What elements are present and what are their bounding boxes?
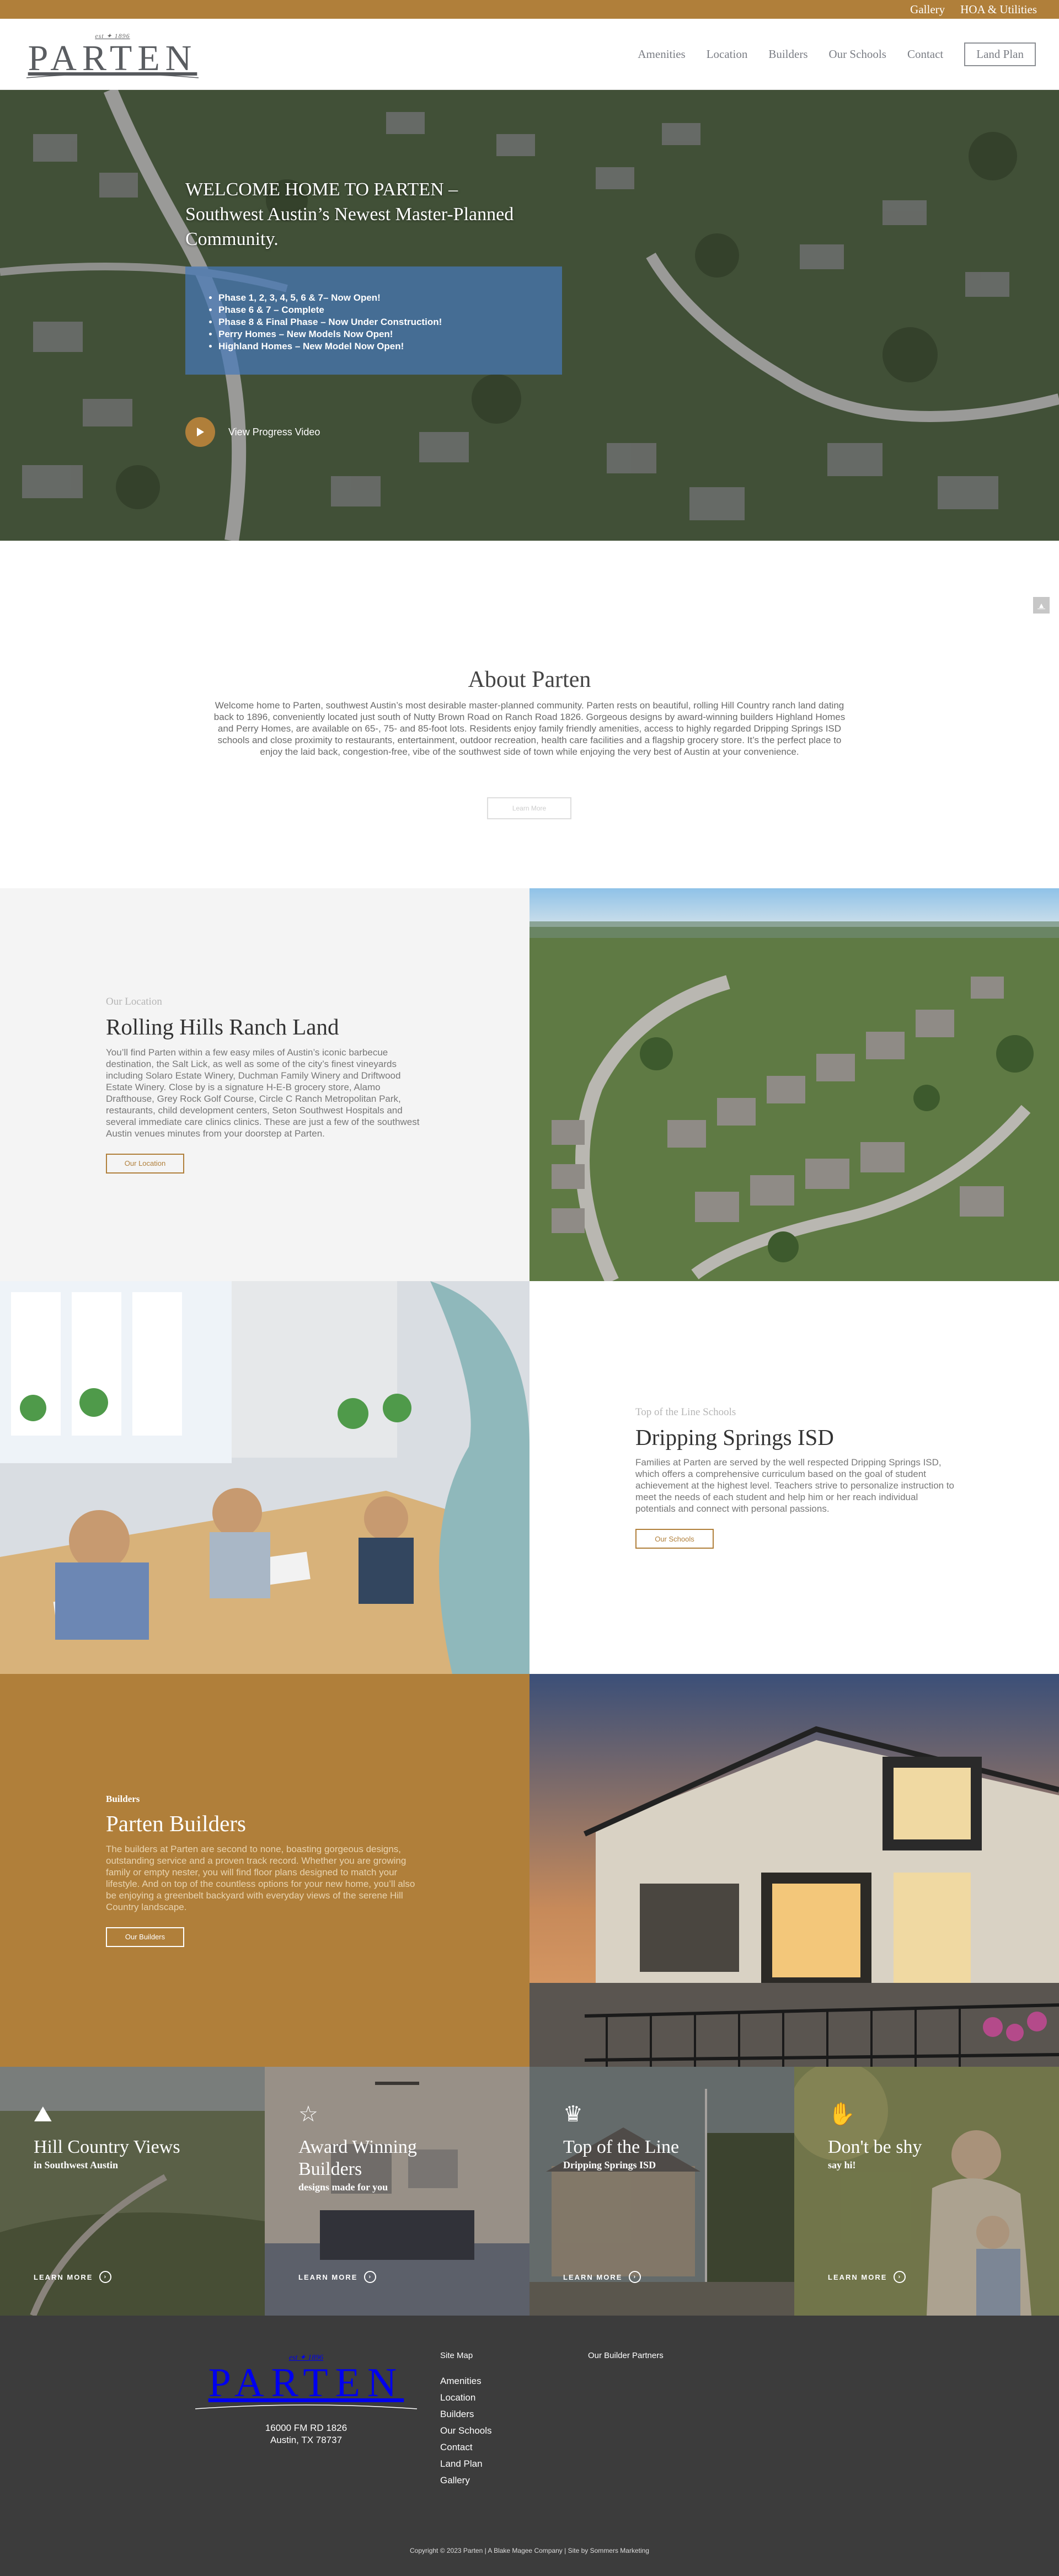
arrow-right-icon: ›	[629, 2271, 641, 2283]
waving-hand-icon: ✋	[828, 2102, 855, 2126]
phase-status-box	[185, 266, 562, 375]
nav-builders[interactable]: Builders	[768, 47, 808, 61]
site-header	[0, 19, 1059, 90]
schools-body: Families at Parten are served by the well respected Dripping Springs ISD, which offers a comprehensive curriculum based on the goal of student achievement at the highest level. Teachers strive to personalize instruction to meet the needs of each student and help him or her reach individual potentials and connect with personal passions.	[635, 1457, 954, 1514]
arrow-right-icon: ›	[99, 2271, 111, 2283]
tile-subtitle: Dripping Springs ISD	[563, 2159, 656, 2170]
nav-amenities[interactable]: Amenities	[638, 47, 686, 61]
gallery-link[interactable]: Gallery	[910, 2, 945, 16]
schools-section	[0, 1281, 1059, 1674]
logo-wordmark: PARTEN	[28, 38, 197, 78]
list-item: • Phase 1, 2, 3, 4, 5, 6 & 7– Now Open!	[218, 292, 538, 304]
view-progress-video-link[interactable]	[185, 417, 320, 447]
nav-location[interactable]: Location	[706, 47, 748, 61]
list-item: • Highland Homes – New Model Now Open!	[218, 340, 538, 353]
tile-title: Hill Country Views	[34, 2137, 180, 2157]
footer-link-contact[interactable]: Contact	[440, 2442, 473, 2452]
location-body: You’ll find Parten within a few easy miles of Austin’s iconic barbecue destination, the Salt Lick, as well as some of the city’s finest vineyards including Solaro Estate Winery, Duchman Family Winery and Driftwood Estate Winery. Close by is a signature H-E-B grocery store, Alamo Drafthouse, Grey Rock Golf Course, Circle C Ranch Metropolitan Park, restaurants, child development centers, Seton Southwest Hospitals and several immediate care clinics clinics. These are just a few of the southwest Austin venues minutes from your doorstep at Parten.	[106, 1047, 420, 1139]
tile-subtitle: designs made for you	[298, 2182, 388, 2193]
location-title: Rolling Hills Ranch Land	[106, 1014, 339, 1040]
location-text	[0, 888, 530, 1281]
our-location-button[interactable]: Our Location	[106, 1154, 184, 1174]
footer-address: 16000 FM RD 1826 Austin, TX 78737	[265, 2423, 347, 2445]
arrow-right-icon: ›	[364, 2271, 376, 2283]
tile-hill-country[interactable]	[0, 2067, 265, 2316]
hero-title: WELCOME HOME TO PARTEN – Southwest Austin’s Newest Master-Planned Community.	[185, 179, 514, 249]
location-section	[0, 888, 1059, 1281]
schools-text	[530, 1281, 1059, 1674]
learn-more-link[interactable]: LEARN MORE ›	[563, 2271, 641, 2283]
footer-link-location[interactable]: Location	[440, 2392, 476, 2403]
learn-more-link[interactable]: LEARN MORE ›	[298, 2271, 376, 2283]
tile-title: Don't be shy	[828, 2137, 922, 2157]
logo-swoosh-icon	[193, 2403, 419, 2411]
location-kicker: Our Location	[106, 996, 162, 1008]
model-home-image	[530, 1674, 1059, 2067]
chevron-up-icon[interactable]: ▲	[1033, 597, 1050, 614]
builders-title: Parten Builders	[106, 1811, 246, 1837]
list-item: • Phase 6 & 7 – Complete	[218, 304, 538, 316]
schools-title: Dripping Springs ISD	[635, 1424, 834, 1450]
our-schools-button[interactable]: Our Schools	[635, 1529, 714, 1549]
arrow-right-icon: ›	[894, 2271, 906, 2283]
about-title: About Parten	[468, 667, 591, 692]
builders-section	[0, 1674, 1059, 2067]
our-builders-button[interactable]: Our Builders	[106, 1927, 184, 1947]
hoa-utilities-link[interactable]: HOA & Utilities	[960, 2, 1037, 16]
footer-link-land-plan[interactable]: Land Plan	[440, 2458, 483, 2469]
main-nav	[638, 42, 1036, 66]
location-aerial-image	[530, 888, 1059, 1281]
hill-country-icon: ⛰	[34, 2102, 52, 2126]
about-section	[0, 541, 1059, 888]
learn-more-link[interactable]: LEARN MORE ›	[34, 2271, 111, 2283]
classroom-image	[0, 1281, 530, 1674]
tile-award-builders[interactable]	[265, 2067, 530, 2316]
tile-say-hi[interactable]	[794, 2067, 1059, 2316]
builders-text	[0, 1674, 530, 2067]
footer-link-our-schools[interactable]: Our Schools	[440, 2425, 492, 2436]
video-label: View Progress Video	[228, 426, 320, 438]
site-map-title: Site Map	[440, 2351, 473, 2360]
footer-logo[interactable]: est ✦ 1896 PARTEN	[193, 2353, 419, 2414]
highlights-section	[0, 2067, 1059, 2316]
footer-link-builders[interactable]: Builders	[440, 2409, 474, 2419]
logo-swoosh-icon	[24, 72, 201, 80]
land-plan-button[interactable]: Land Plan	[964, 42, 1036, 66]
tile-subtitle: in Southwest Austin	[34, 2159, 119, 2170]
play-icon[interactable]	[185, 417, 215, 447]
copyright-text: Copyright © 2023 Parten | A Blake Magee Company | Site by Sommers Marketing	[410, 2547, 649, 2554]
list-item: • Phase 8 & Final Phase – Now Under Construction!	[218, 316, 538, 328]
utility-bar	[0, 0, 1059, 19]
tile-top-line[interactable]	[530, 2067, 794, 2316]
hero-section	[0, 90, 1059, 541]
phase-list	[210, 292, 538, 353]
builders-kicker: Builders	[106, 1794, 140, 1805]
footer-link-gallery[interactable]: Gallery	[440, 2475, 470, 2486]
site-map-list	[440, 2373, 492, 2489]
tile-title: Award Winning Builders	[298, 2137, 417, 2179]
nav-contact[interactable]: Contact	[907, 47, 944, 61]
about-body: Welcome home to Parten, southwest Austin’s most desirable master-planned community. Parten rests on beautiful, rolling Hill Country ranch land dating back to 1896, conveniently located just south of Nutty Brown Road on Ranch Road 1826. Gorgeous designs by award-winning builders Highland Homes and Perry Homes, are available on 65-, 75- and 85-foot lots. Residents enjoy family friendly amenities, access to highly regarded Dripping Springs ISD schools and close proximity to restaurants, entertainment, outdoor recreation, health care facilities and a flagship grocery store. It’s the perfect place to enjoy the laid back, congestion-free, vibe of the southwest side of town while enjoying the very best of Austin at your convenience.	[213, 700, 846, 757]
list-item: • Perry Homes – New Models Now Open!	[218, 328, 538, 340]
schools-kicker: Top of the Line Schools	[635, 1406, 736, 1418]
nav-our-schools[interactable]: Our Schools	[828, 47, 886, 61]
logo-est: est ✦ 1896	[95, 31, 130, 40]
site-footer	[0, 2316, 1059, 2576]
footer-link-amenities[interactable]: Amenities	[440, 2376, 482, 2386]
learn-more-link[interactable]: LEARN MORE ›	[828, 2271, 906, 2283]
builder-partners-title: Our Builder Partners	[588, 2351, 664, 2360]
award-star-icon: ☆	[298, 2102, 318, 2126]
crown-icon: ♛	[563, 2102, 583, 2126]
builders-body: The builders at Parten are second to none, boasting gorgeous designs, outstanding service and a proven track record. Whether you are growing family or empty nester, you will find floor plans designed to match your lifestyle. And on top of the countless options for your new home, you’ll also be enjoying a greenbelt backyard with everyday views of the serene Hill Country landscape.	[106, 1843, 415, 1912]
parten-logo[interactable]	[24, 32, 201, 77]
tile-title: Top of the Line	[563, 2137, 680, 2157]
learn-more-button[interactable]: Learn More	[487, 797, 571, 819]
tile-subtitle: say hi!	[828, 2159, 856, 2170]
